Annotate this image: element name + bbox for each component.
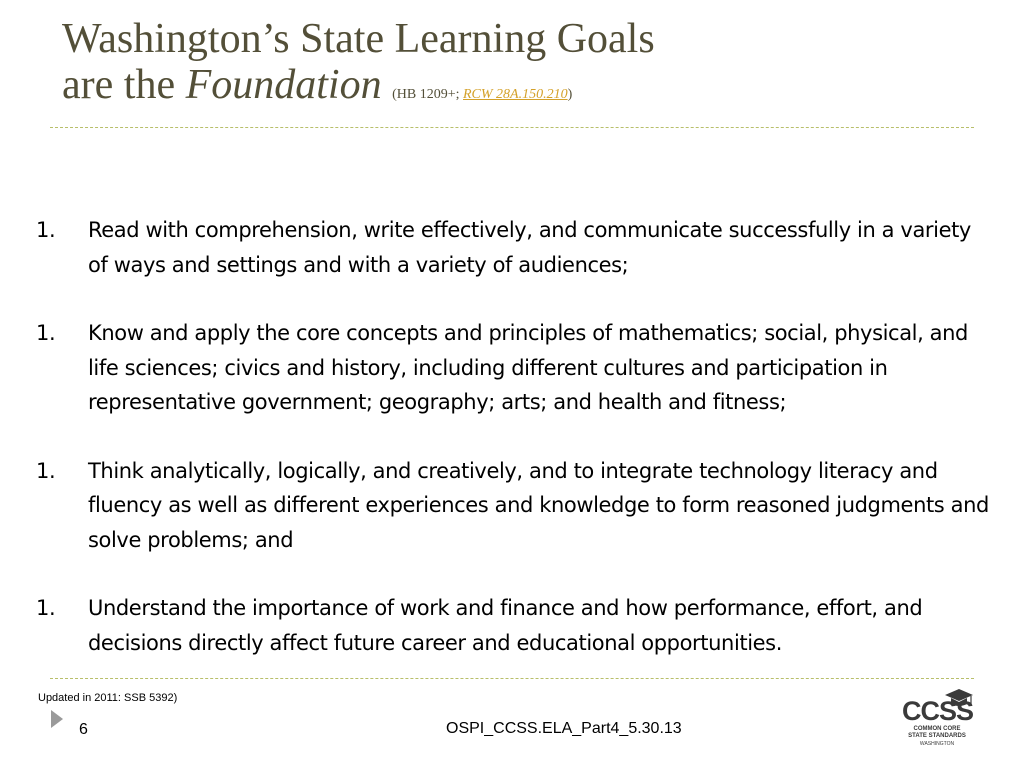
footer-center-text: OSPI_CCSS.ELA_Part4_5.30.13 xyxy=(446,720,682,737)
logo-state: WASHINGTON xyxy=(919,741,955,747)
logo-sub-line-2: STATE STANDARDS xyxy=(908,733,966,739)
goal-item xyxy=(36,591,996,660)
title-line-2 xyxy=(62,62,982,118)
title-line-1: Washington’s State Learning Goals xyxy=(62,16,655,62)
rcw-link[interactable]: RCW 28A.150.210 xyxy=(463,87,568,102)
goal-text: Understand the importance of work and finance and how performance, effort, and decisions directly affect future career and educational opportunities. xyxy=(88,596,923,655)
logo-sub-line-1: COMMON CORE xyxy=(913,726,961,732)
goal-number: 1. xyxy=(36,218,56,242)
title-prefix: are the xyxy=(62,62,186,108)
page-number: 6 xyxy=(79,721,88,738)
goal-text: Read with comprehension, write effectively, and communicate successfully in a variety of ways and settings and with a variety of audiences; xyxy=(88,218,971,277)
goal-number: 1. xyxy=(36,596,56,620)
citation xyxy=(392,87,572,102)
slide-title xyxy=(62,16,982,118)
logo-subtitle xyxy=(900,726,974,740)
goal-text: Think analytically, logically, and creatively, and to integrate technology literacy and fluency as well as different experiences and knowledge to form reasoned judgments and solve problems; and xyxy=(88,458,989,552)
citation-open: (HB 1209+; xyxy=(392,87,463,102)
ccss-logo xyxy=(900,688,976,748)
top-divider xyxy=(50,127,974,128)
updated-note: Updated in 2011: SSB 5392) xyxy=(38,692,178,704)
goal-number: 1. xyxy=(36,321,56,345)
goals-list xyxy=(36,213,996,694)
logo-wordmark: CCSS xyxy=(902,696,974,726)
play-triangle-icon[interactable] xyxy=(51,710,63,728)
bottom-divider xyxy=(50,678,974,679)
citation-close: ) xyxy=(567,87,573,102)
goal-item xyxy=(36,213,996,282)
goal-number: 1. xyxy=(36,458,56,483)
goal-item xyxy=(36,316,996,420)
goal-item xyxy=(36,454,996,558)
title-emphasis: Foundation xyxy=(185,62,382,108)
goal-text: Know and apply the core concepts and principles of mathematics; social, physical, and life sciences; civics and history, including different cultures and participation in representative government; geography; arts; and health and fitness; xyxy=(88,321,968,414)
